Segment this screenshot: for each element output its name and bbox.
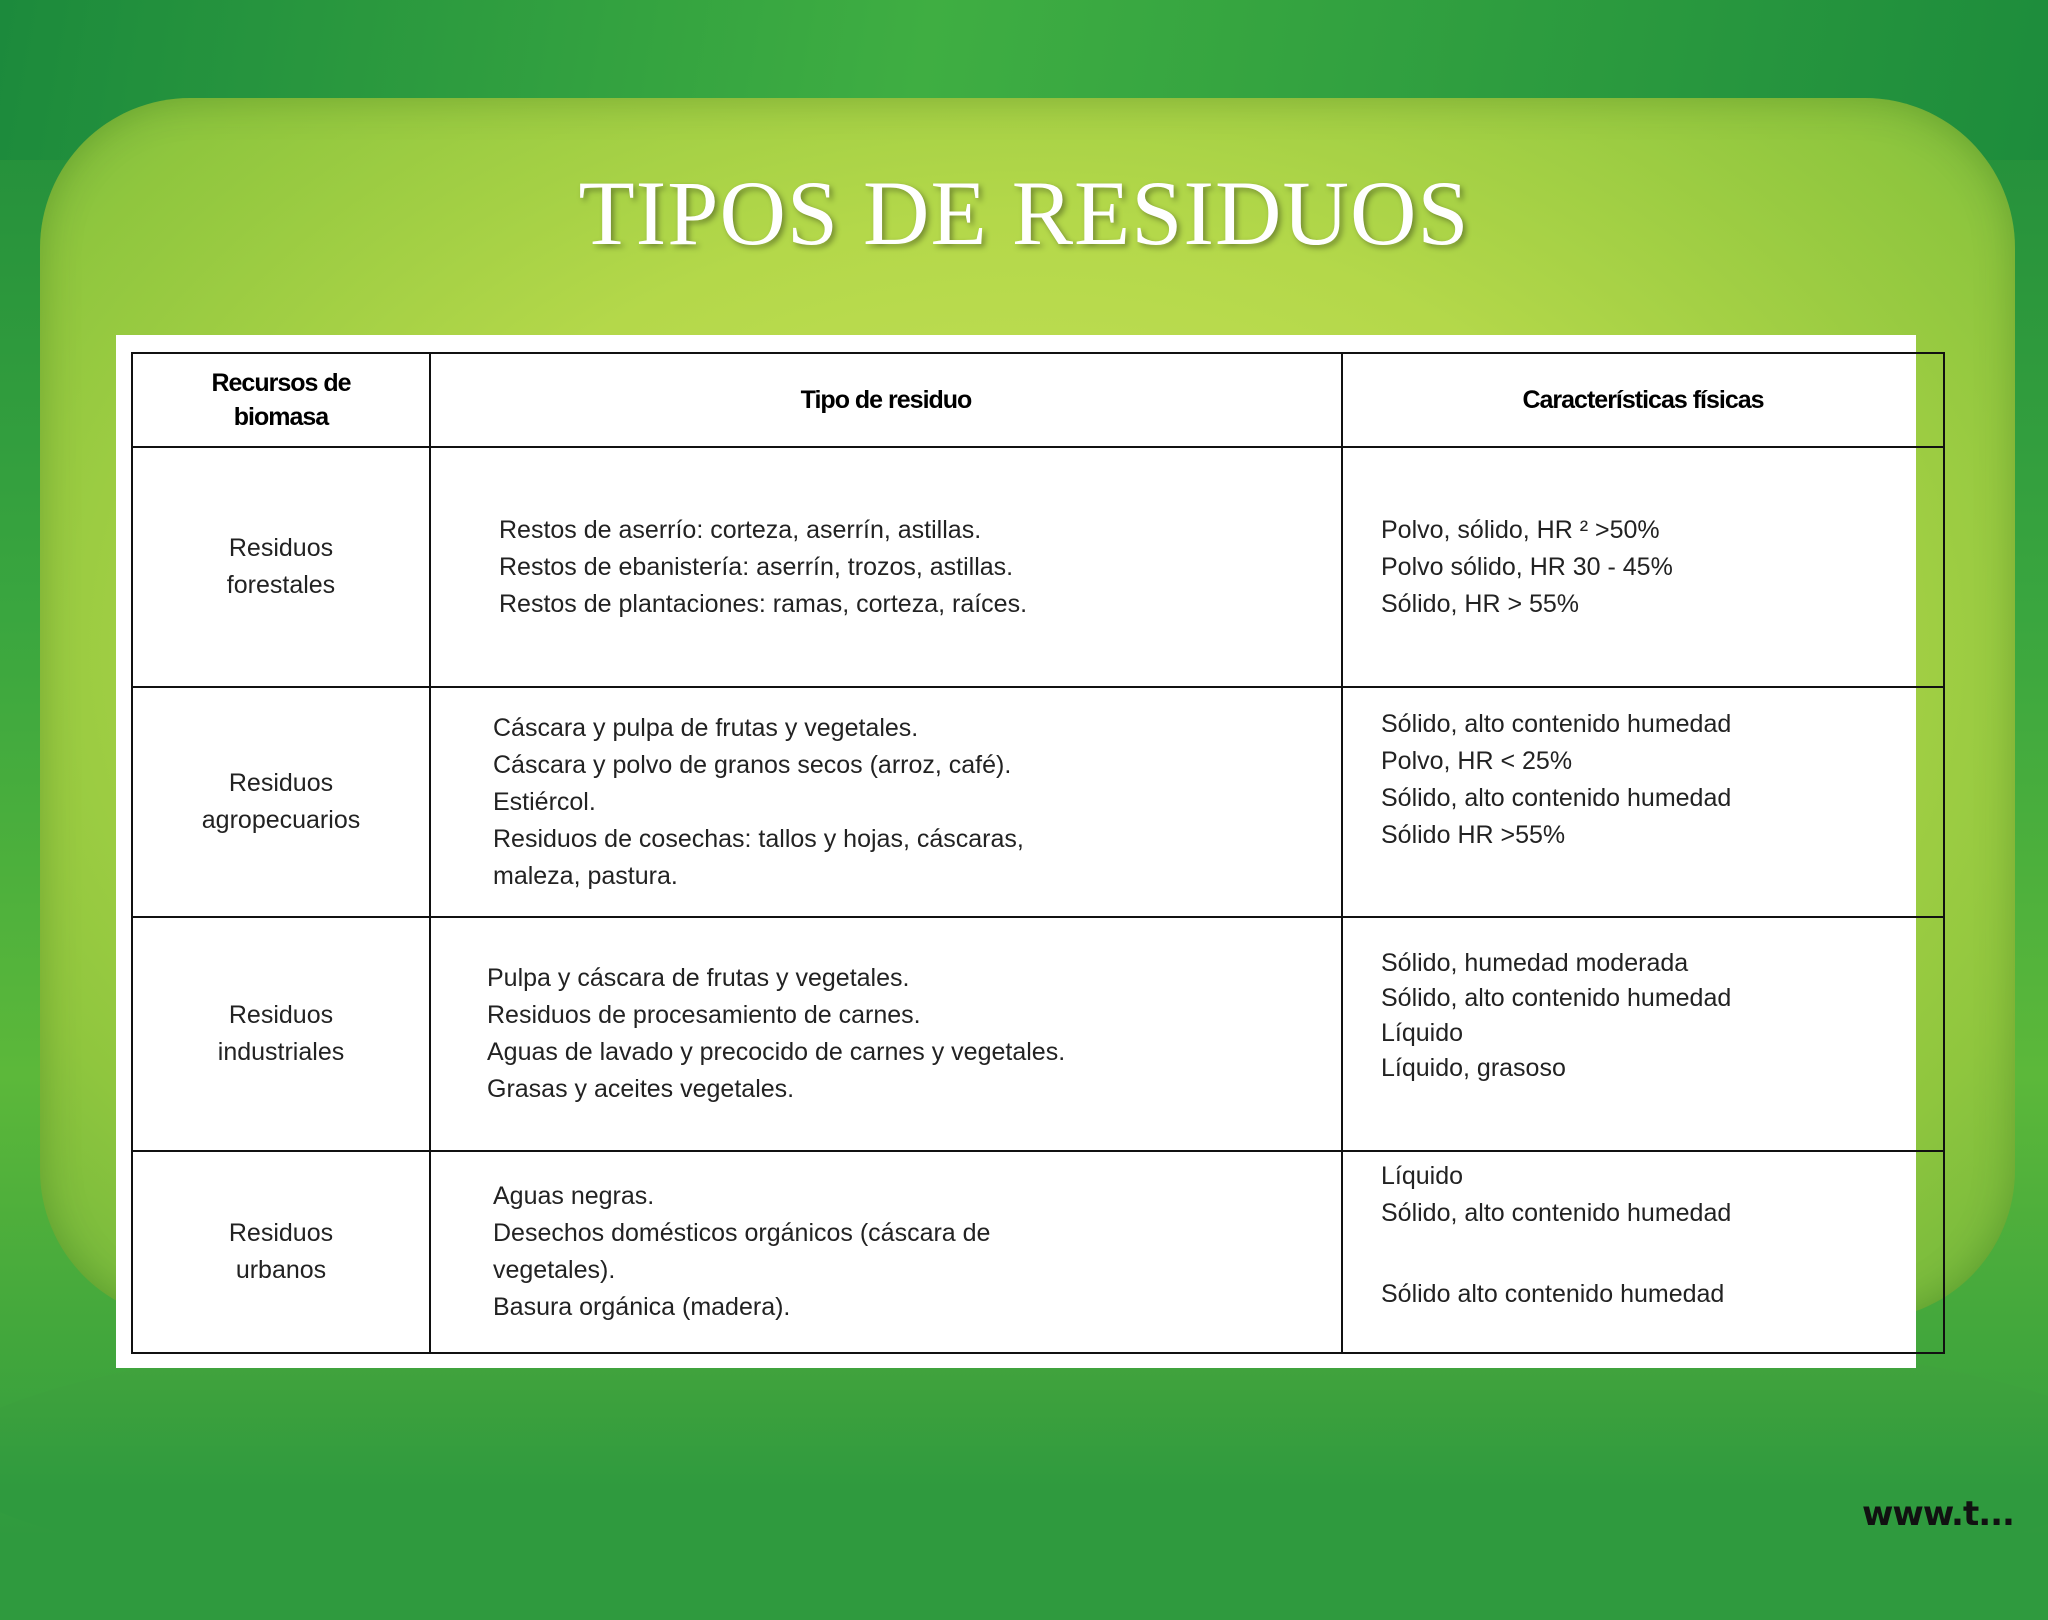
category-cell: Residuos agropecuarios <box>132 687 430 917</box>
characteristics-cell <box>1342 687 1944 917</box>
characteristics-cell <box>1342 447 1944 687</box>
characteristic-line: Sólido, alto contenido humedad <box>1381 710 1732 738</box>
table-row <box>132 687 1944 917</box>
header-recursos: Recursos de biomasa <box>132 353 430 447</box>
table-container <box>116 335 1916 1368</box>
characteristic-line: Líquido <box>1381 1019 1464 1047</box>
header-caracteristicas: Características físicas <box>1342 353 1944 447</box>
characteristic-line: Sólido, alto contenido humedad <box>1381 1199 1732 1227</box>
characteristic-line: Sólido alto contenido humedad <box>1381 1280 1725 1308</box>
type-line: Estiércol. <box>493 787 596 816</box>
table-row <box>132 1151 1944 1353</box>
type-line: Aguas negras. <box>493 1182 655 1210</box>
types-cell <box>430 1151 1342 1353</box>
characteristics-cell <box>1342 917 1944 1151</box>
characteristic-line: Sólido, alto contenido humedad <box>1381 784 1732 812</box>
types-cell <box>430 917 1342 1151</box>
types-cell <box>430 447 1342 687</box>
type-line: Restos de plantaciones: ramas, corteza, raíces. <box>499 589 1028 618</box>
type-line: Desechos domésticos orgánicos (cáscara de <box>493 1219 991 1247</box>
type-line: Pulpa y cáscara de frutas y vegetales. <box>487 964 910 992</box>
characteristic-line: Polvo, HR < 25% <box>1381 747 1573 775</box>
type-line: Restos de ebanistería: aserrín, trozos, astillas. <box>499 552 1014 581</box>
characteristic-line: Sólido, HR > 55% <box>1381 589 1580 618</box>
type-line: Cáscara y polvo de granos secos (arroz, café). <box>493 750 1012 779</box>
characteristics-cell <box>1342 1151 1944 1353</box>
characteristic-line: Líquido, grasoso <box>1381 1054 1566 1082</box>
spacer <box>1381 1232 1943 1276</box>
types-cell <box>430 687 1342 917</box>
category-cell: Residuos industriales <box>132 917 430 1151</box>
table-header-row <box>132 353 1944 447</box>
type-line: Restos de aserrío: corteza, aserrín, astillas. <box>499 515 982 544</box>
characteristic-line: Sólido, humedad moderada <box>1381 949 1689 977</box>
characteristic-line: Polvo sólido, HR 30 - 45% <box>1381 552 1673 581</box>
type-line: Residuos de cosechas: tallos y hojas, cáscaras, <box>493 824 1024 853</box>
category-cell: Residuos urbanos <box>132 1151 430 1353</box>
table-row <box>132 917 1944 1151</box>
biomass-table <box>131 352 1945 1354</box>
category-cell: Residuos forestales <box>132 447 430 687</box>
characteristic-line: Sólido HR >55% <box>1381 821 1566 849</box>
table-row <box>132 447 1944 687</box>
characteristic-line: Líquido <box>1381 1162 1464 1190</box>
type-line: Basura orgánica (madera). <box>493 1293 791 1321</box>
brand-watermark: www.t... <box>1862 1494 2014 1534</box>
header-tipo: Tipo de residuo <box>430 353 1342 447</box>
slide-title: TIPOS DE RESIDUOS <box>578 162 1470 264</box>
type-line: vegetales). <box>493 1256 616 1284</box>
type-line: Grasas y aceites vegetales. <box>487 1075 795 1103</box>
characteristic-line: Polvo, sólido, HR ² >50% <box>1381 515 1660 544</box>
type-line: Aguas de lavado y precocido de carnes y vegetales. <box>487 1038 1066 1066</box>
type-line: Cáscara y pulpa de frutas y vegetales. <box>493 713 919 742</box>
type-line: maleza, pastura. <box>493 861 678 890</box>
type-line: Residuos de procesamiento de carnes. <box>487 1001 921 1029</box>
characteristic-line: Sólido, alto contenido humedad <box>1381 984 1732 1012</box>
